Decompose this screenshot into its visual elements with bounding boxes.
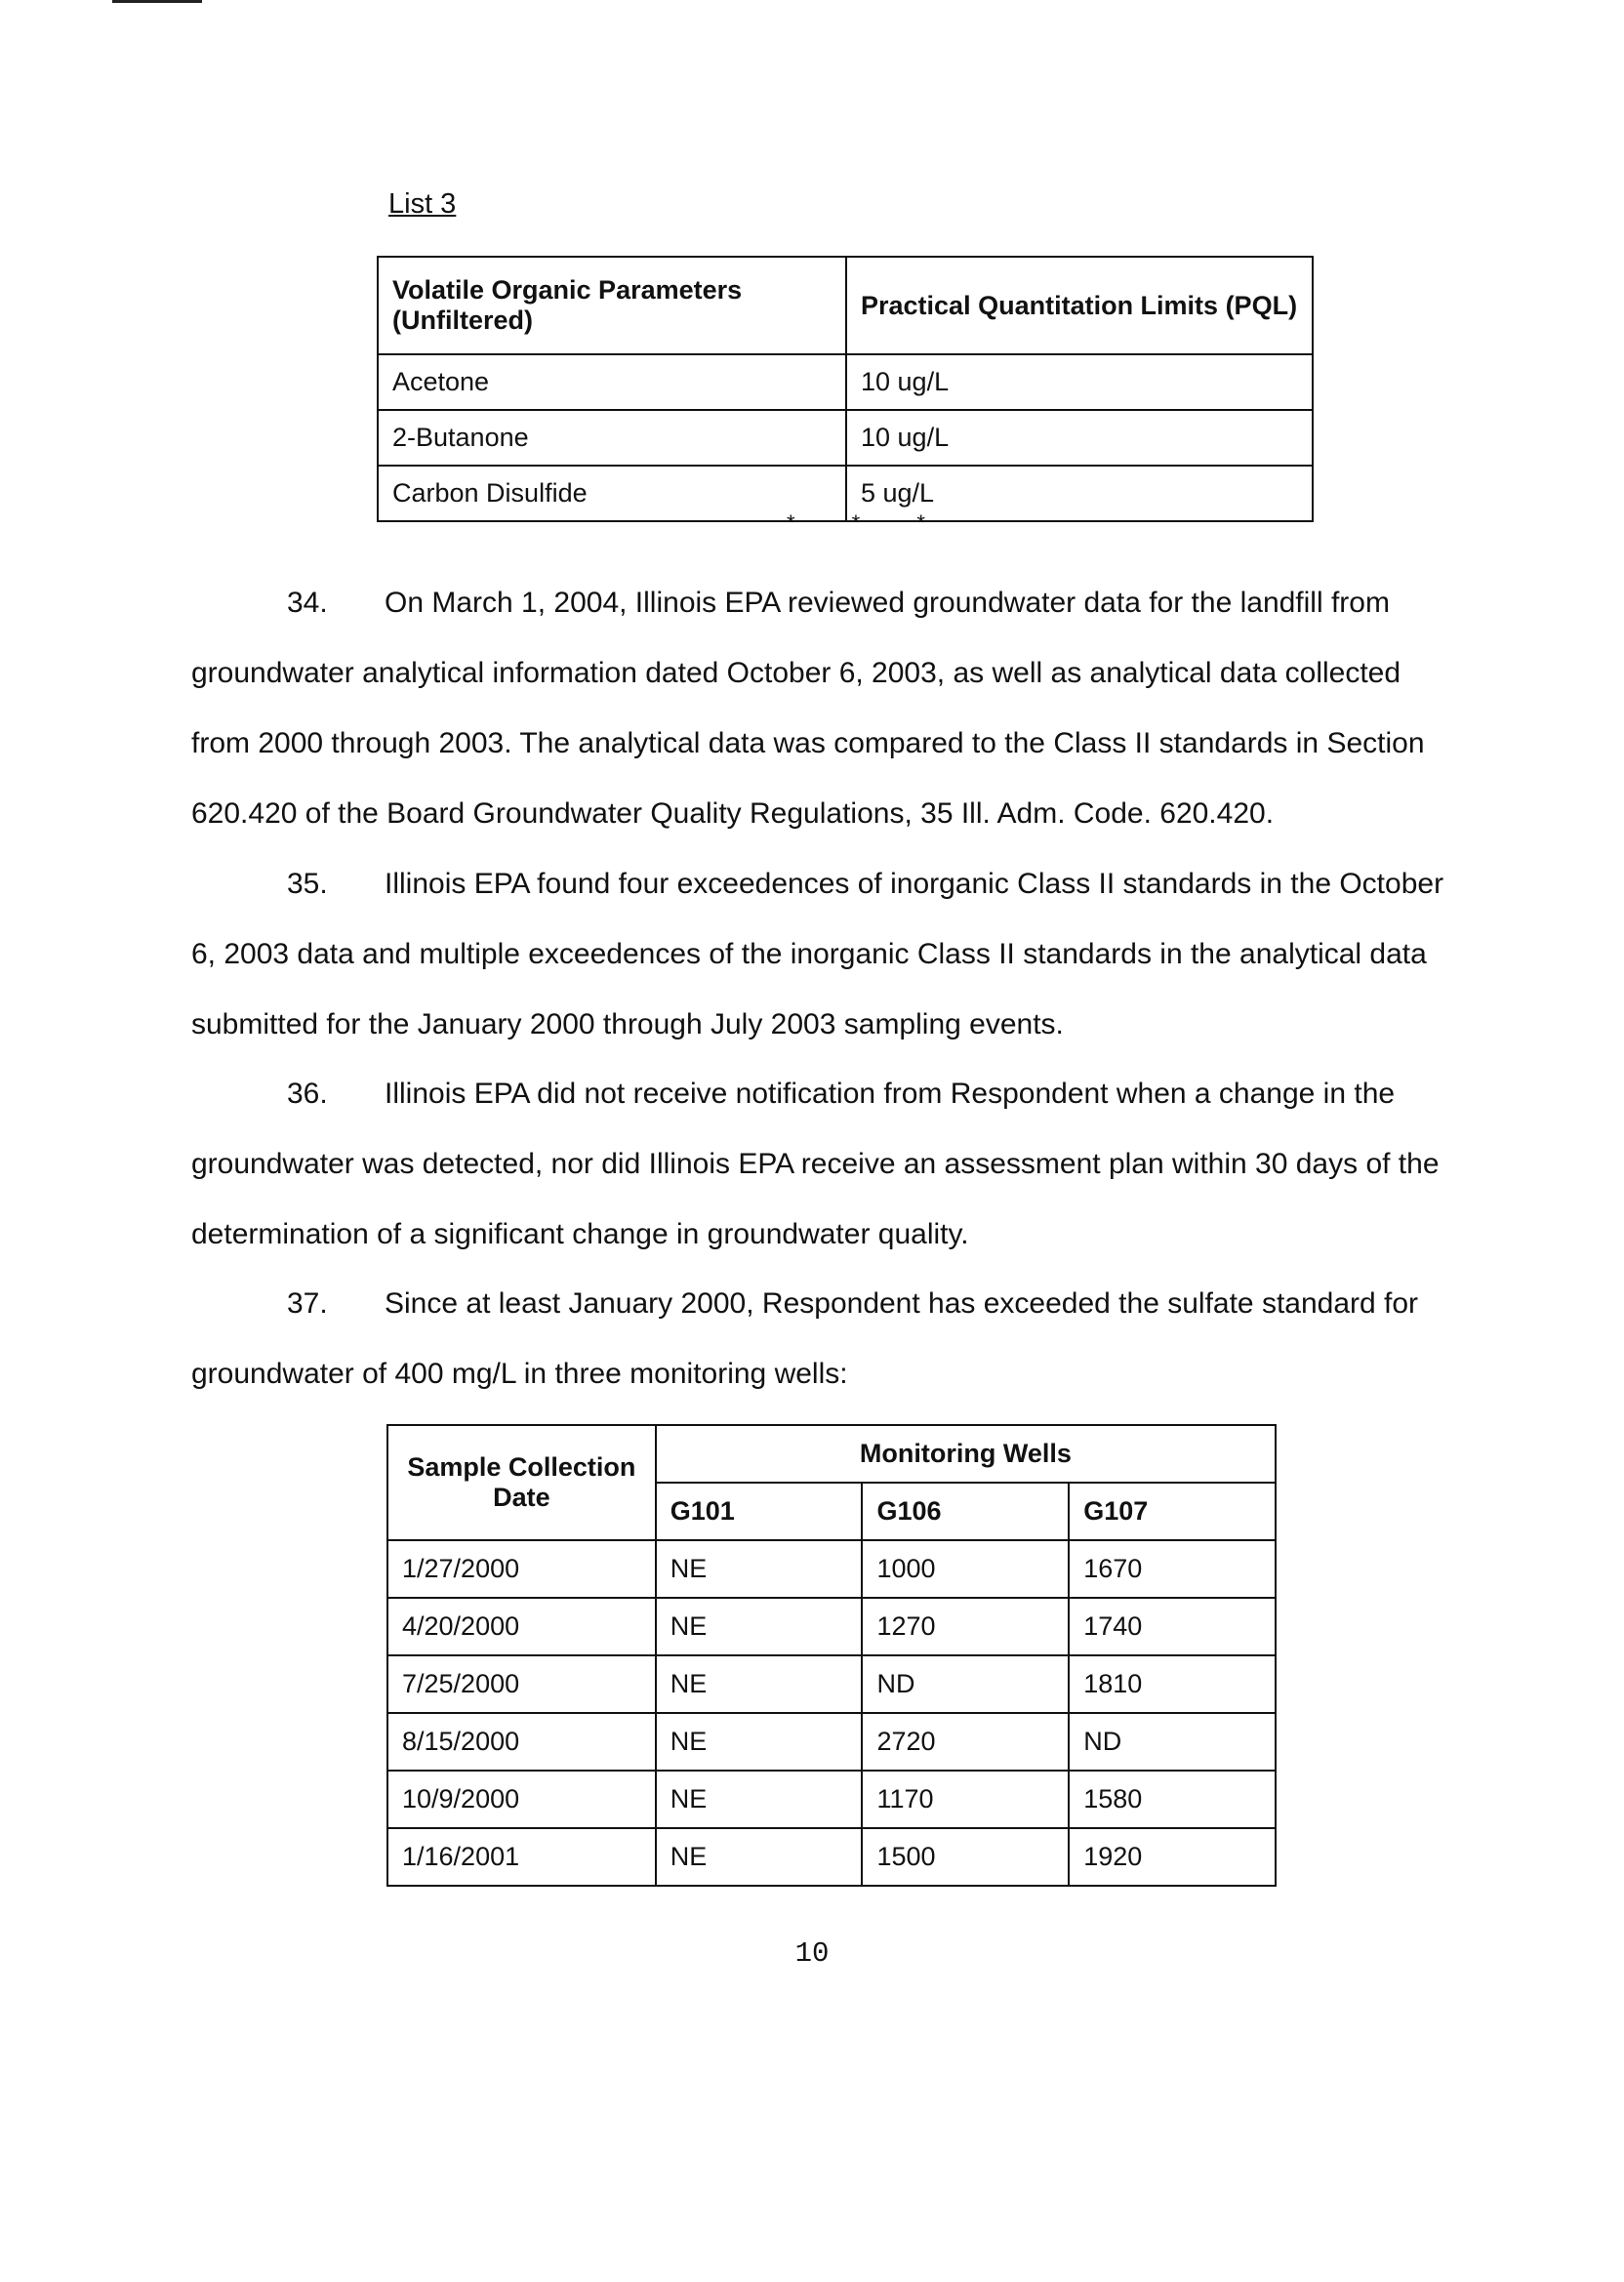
section-separator: * * * [787,510,951,535]
pql-parameter-cell: Carbon Disulfide [378,466,846,521]
paragraph-number: 37. [287,1287,328,1320]
paragraph-text: Since at least January 2000, Respondent has exceeded the sulfate standard for groundwater of 400 mg/L in three monitoring wells: [191,1287,1419,1390]
value-cell: NE [656,1828,863,1886]
table-row [387,1713,1276,1771]
pql-table-header-row [378,257,1313,354]
table-row [387,1598,1276,1655]
value-cell: 1920 [1069,1828,1276,1886]
value-cell: 1000 [862,1540,1069,1598]
date-cell: 4/20/2000 [387,1598,656,1655]
paragraph-37 [191,1269,1460,1409]
date-cell: 1/27/2000 [387,1540,656,1598]
pql-limit-cell: 5 ug/L [846,466,1313,521]
value-cell: 1500 [862,1828,1069,1886]
table-row [378,354,1313,410]
paragraph-number: 36. [287,1078,328,1110]
value-cell: 1170 [862,1771,1069,1828]
table-row [387,1828,1276,1886]
table-row [387,1655,1276,1713]
value-cell: NE [656,1713,863,1771]
value-cell: NE [656,1655,863,1713]
paragraph-35 [191,849,1460,1060]
table-row [378,410,1313,466]
date-cell: 8/15/2000 [387,1713,656,1771]
page-number: 10 [794,1937,830,1970]
date-cell: 10/9/2000 [387,1771,656,1828]
value-cell: 1670 [1069,1540,1276,1598]
pql-header-parameter: Volatile Organic Parameters (Unfiltered) [378,257,846,354]
value-cell: 1810 [1069,1655,1276,1713]
paragraph-36 [191,1059,1460,1270]
paragraph-number: 35. [287,868,328,900]
well-header: G101 [656,1483,863,1540]
monitoring-wells-table [386,1424,1277,1887]
value-cell: NE [656,1540,863,1598]
value-cell: 2720 [862,1713,1069,1771]
pql-limit-cell: 10 ug/L [846,354,1313,410]
pql-limit-cell: 10 ug/L [846,410,1313,466]
value-cell: ND [862,1655,1069,1713]
well-header: G106 [862,1483,1069,1540]
value-cell: NE [656,1771,863,1828]
scan-edge-mark [112,0,202,3]
value-cell: ND [1069,1713,1276,1771]
well-header: G107 [1069,1483,1276,1540]
wells-table-header-row [387,1425,1276,1483]
list-heading: List 3 [388,188,457,220]
pql-parameter-cell: 2-Butanone [378,410,846,466]
date-header: Sample Collection Date [387,1425,656,1540]
table-row [387,1540,1276,1598]
date-cell: 7/25/2000 [387,1655,656,1713]
table-row [387,1771,1276,1828]
pql-table [377,256,1314,522]
paragraph-text: On March 1, 2004, Illinois EPA reviewed groundwater data for the landfill from groundwater analytical information dated October 6, 2003, as well as analytical data collected from 2000 through 2003. The analytical data was compared to the Class II standards in Section 620.420 of the Board Groundwater Quality Regulations, 35 Ill. Adm. Code. 620.420. [191,587,1425,830]
date-cell: 1/16/2001 [387,1828,656,1886]
pql-parameter-cell: Acetone [378,354,846,410]
value-cell: NE [656,1598,863,1655]
paragraph-34 [191,568,1460,849]
value-cell: 1740 [1069,1598,1276,1655]
pql-header-limit: Practical Quantitation Limits (PQL) [846,257,1313,354]
paragraph-text: Illinois EPA did not receive notification from Respondent when a change in the groundwater was detected, nor did Illinois EPA receive an assessment plan within 30 days of the determination of a significant change in groundwater quality. [191,1078,1440,1250]
wells-group-header: Monitoring Wells [656,1425,1276,1483]
paragraph-number: 34. [287,587,328,619]
value-cell: 1270 [862,1598,1069,1655]
paragraph-text: Illinois EPA found four exceedences of inorganic Class II standards in the October 6, 2003 data and multiple exceedences of the inorganic Class II standards in the analytical data submitted for the January 2000 through July 2003 sampling events. [191,868,1444,1040]
value-cell: 1580 [1069,1771,1276,1828]
